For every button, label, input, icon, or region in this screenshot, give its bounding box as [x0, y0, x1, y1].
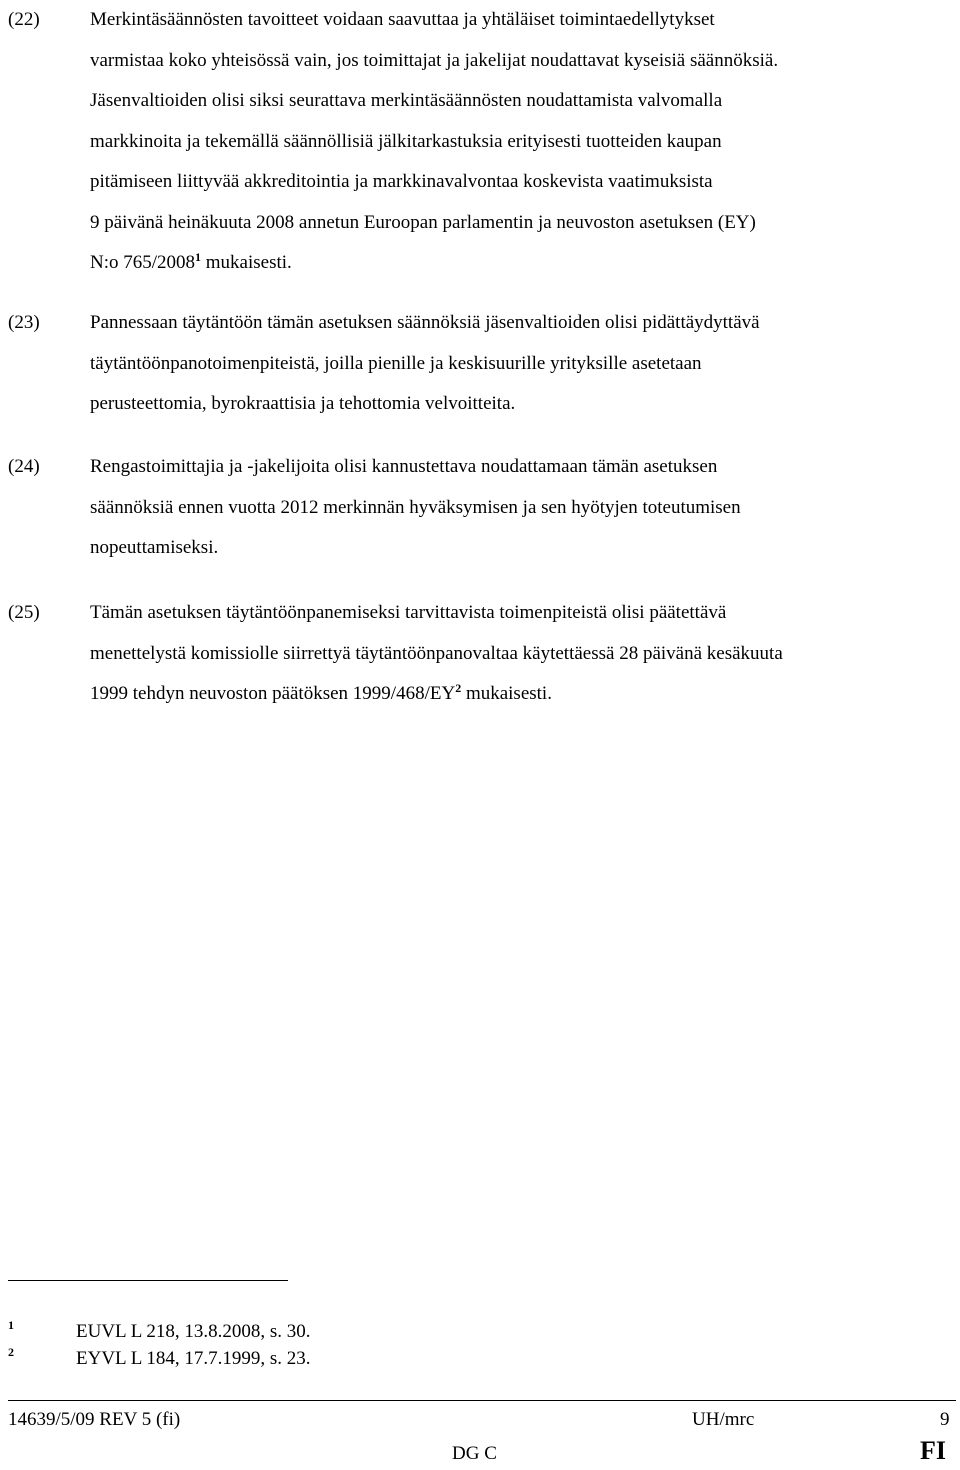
text-line: Tämän asetuksen täytäntöönpanemiseksi tarvittavista toimenpiteistä olisi päätettävä: [90, 602, 727, 623]
text-line: täytäntöönpanotoimenpiteistä, joilla pienille ja keskisuurille yrityksille asetetaan: [90, 352, 702, 374]
paragraph-number: (22): [8, 9, 40, 30]
author-initials: UH/mrc: [692, 1409, 755, 1430]
text-line: säännöksiä ennen vuotta 2012 merkinnän hyväksymisen ja sen hyötyjen toteutumisen: [90, 496, 741, 518]
paragraph-number: (24): [8, 456, 40, 477]
paragraph-text: [90, 593, 960, 715]
text-line: menettelystä komissiolle siirrettyä täytäntöönpanovaltaa käytettäessä 28 päivänä kesäkuuta: [90, 642, 783, 664]
footnote-reference-1: 1: [195, 250, 202, 264]
text-line: varmistaa koko yhteisössä vain, jos toimittajat ja jakelijat noudattavat kyseisiä säännöksiä.: [90, 49, 779, 71]
text-line: Pannessaan täytäntöön tämän asetuksen säännöksiä jäsenvaltioiden olisi pidättäydyttävä: [90, 312, 760, 333]
text-segment: mukaisesti.: [201, 252, 292, 273]
text-segment: 1999 tehdyn neuvoston päätöksen 1999/468/EY: [90, 683, 456, 704]
footnote-2: [0, 1345, 960, 1373]
footnote-text: EUVL L 218, 13.8.2008, s. 30.: [76, 1321, 311, 1342]
footnote-mark: 1: [8, 1318, 14, 1332]
paragraph-text: [90, 303, 960, 425]
text-segment: N:o 765/2008: [90, 252, 196, 273]
footnote-mark: 2: [8, 1345, 14, 1359]
footnote-reference-2: 2: [455, 681, 462, 695]
language-code: FI: [920, 1436, 946, 1465]
paragraph-number: (25): [8, 602, 40, 623]
text-line: markkinoita ja tekemällä säännöllisiä jälkitarkastuksia erityisesti tuotteiden kaupan: [90, 130, 722, 152]
footnote-1: [0, 1318, 960, 1346]
text-line: Rengastoimittajia ja -jakelijoita olisi kannustettava noudattamaan tämän asetuksen: [90, 456, 718, 477]
document-reference: 14639/5/09 REV 5 (fi): [8, 1409, 181, 1430]
text-line: [90, 674, 960, 715]
footer-rule: [8, 1400, 956, 1401]
page-number: 9: [940, 1409, 950, 1430]
text-line: Merkintäsäännösten tavoitteet voidaan saavuttaa ja yhtäläiset toimintaedellytykset: [90, 9, 715, 30]
text-segment: mukaisesti.: [461, 683, 552, 704]
text-line: Jäsenvaltioiden olisi siksi seurattava merkintäsäännösten noudattamista valvomalla: [90, 90, 723, 111]
text-line: nopeuttamiseksi.: [90, 537, 219, 558]
directorate: DG C: [452, 1443, 497, 1464]
text-line: [90, 243, 960, 284]
text-line: 9 päivänä heinäkuuta 2008 annetun Euroopan parlamentin ja neuvoston asetuksen (EY): [90, 211, 756, 233]
text-line: perusteettomia, byrokraattisia ja tehottomia velvoitteita.: [90, 393, 516, 414]
paragraph-text: [90, 0, 960, 284]
footnote-separator: [8, 1280, 288, 1281]
paragraph-text: [90, 447, 960, 569]
footnote-text: EYVL L 184, 17.7.1999, s. 23.: [76, 1348, 311, 1369]
paragraph-number: (23): [8, 312, 40, 333]
text-line: pitämiseen liittyvää akkreditointia ja markkinavalvontaa koskevista vaatimuksista: [90, 171, 713, 192]
